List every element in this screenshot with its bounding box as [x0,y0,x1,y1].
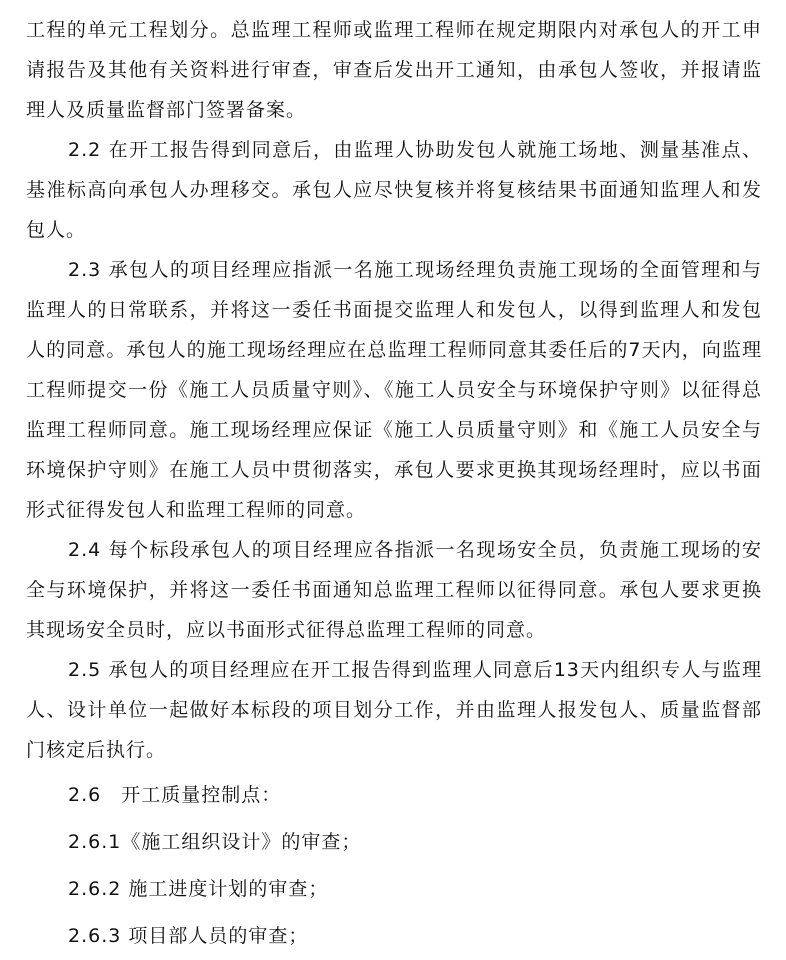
paragraph-2-3: 2.3 承包人的项目经理应指派一名施工现场经理负责施工现场的全面管理和与监理人的日常联系，并将这一委任书面提交监理人和发包人，以得到监理人和发包人的同意。承包人的施工现场经理应在总监理工程师同意其委任后的7天内，向监理工程师提交一份《施工人员质量守则》、《施工人员安全与环境保护守则》以征得总监理工程师同意。施工现场经理应保证《施工人员质量守则》和《施工人员安全与环境保护守则》在施工人员中贯彻落实，承包人要求更换其现场经理时，应以书面形式征得发包人和监理工程师的同意。 [26,259,762,521]
paragraph-2-4: 2.4 每个标段承包人的项目经理应各指派一名现场安全员，负责施工现场的安全与环境保护，并将这一委任书面通知总监理工程师以征得同意。承包人要求更换其现场安全员时，应以书面形式征得总监理工程师的同意。 [26,539,762,641]
document-body [26,10,762,960]
page-bottom-edge [0,907,786,917]
paragraph-continued: 工程的单元工程划分。总监理工程师或监理工程师在规定期限内对承包人的开工申请报告及其他有关资料进行审查，审查后发出开工通知，由承包人签收，并报请监理人及质量监督部门签署备案。 [26,19,762,121]
list-item-2-6-3: 2.6.3 项目部人员的审查； [68,925,309,947]
list-item-2-6-1: 2.6.1《施工组织设计》的审查； [68,831,362,853]
list-item-2-6-2: 2.6.2 施工进度计划的审查； [68,878,329,900]
paragraph-2-2: 2.2 在开工报告得到同意后，由监理人协助发包人就施工场地、测量基准点、基准标高向承包人办理移交。承包人应尽快复核并将复核结果书面通知监理人和发包人。 [26,139,762,241]
paragraph-2-5: 2.5 承包人的项目经理应在开工报告得到监理人同意后13天内组织专人与监理人、设计单位一起做好本标段的项目划分工作，并由监理人报发包人、质量监督部门核定后执行。 [26,659,762,761]
section-2-6-heading: 2.6 开工质量控制点： [68,784,282,806]
